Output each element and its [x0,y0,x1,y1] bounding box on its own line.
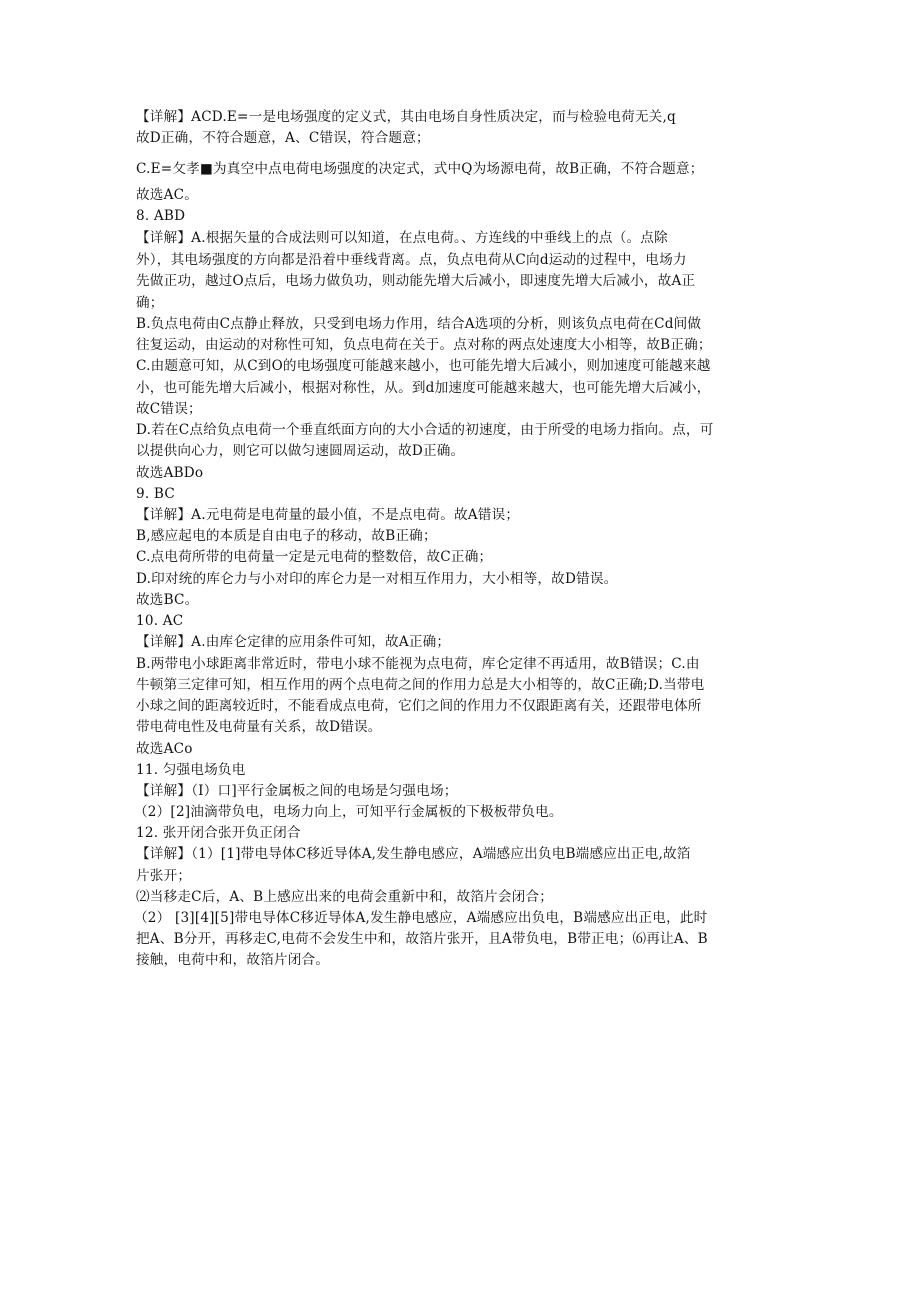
text-line: ⑵当移走C后，A、B上感应出来的电荷会重新中和，故箔片会闭合； [136,889,554,905]
text-line: D.印对统的库仑力与小对印的库仑力是一对相互作用力，大小相等，故D错误。 [136,571,618,587]
question-number: 12. 张开闭合张开负正闭合 [136,825,301,841]
text-line: 故选AC。 [136,187,198,203]
text-line: 往复运动，由运动的对称性可知，负点电荷在关于。点对称的两点处速度大小相等，故B正确； [136,337,712,353]
text-line: 带电荷电性及电荷量有关系，故D错误。 [136,719,382,735]
text-line: （2）[2]油滴带负电，电场力向上，可知平行金属板的下极板带负电。 [134,804,563,820]
text-line: 【详解】（I）口]平行金属板之间的电场是匀强电场； [136,783,458,799]
text-line: 故选BC。 [136,592,199,608]
text-line: 【详解】A.元电荷是电荷量的最小值，不是点电荷。故A错误； [136,507,520,523]
question-number: 10. AC [136,613,184,629]
text-line: 【详解】A.由库仑定律的应用条件可知，故A正确； [136,634,451,650]
question-number: 9. BC [136,486,175,502]
question-number: 11. 匀强电场负电 [136,762,246,778]
text-line: 先做正功，越过O点后，电场力做负功，则动能先增大后减小，即速度先增大后减小，故A正 [136,273,696,289]
text-line: 小球之间的距离较近时，不能看成点电荷，它们之间的作用力不仅跟距离有关，还跟带电体所 [136,698,702,714]
text-line: C.由题意可知，从C到O的电场强度可能越来越小，也可能先增大后减小，则加速度可能越来越 [136,358,711,374]
text-line: 故选ABDo [136,465,204,481]
text-line: 牛顿第三定律可知，相互作用的两个点电荷之间的作用力总是大小相等的，故C正确;D.当带电 [136,677,705,693]
text-line: 【详解】（1）[1]带电导体C移近导体A,发生静电感应，A端感应出负电B端感应出正电,故箔 [136,846,691,862]
text-line: D.若在C点给负点电荷一个垂直纸面方向的大小合适的初速度，由于所受的电场力指向。点，可 [136,422,714,438]
text-line: （2） [3][4][5]带电导体C移近导体A,发生静电感应，A端感应出负电，B端感应出正电，此时 [134,910,708,926]
text-line: 接触，电荷中和，故箔片闭合。 [136,952,330,968]
text-line: 小，也可能先增大后减小，根据对称性，从。到d加速度可能越来越大，也可能先增大后减小， [136,380,711,396]
text-line: B,感应起电的本质是自由电子的移动，故B正确； [136,528,437,544]
text-line: 确； [136,295,164,311]
text-line: 【详解】A.根据矢量的合成法则可以知道，在点电荷。、方连线的中垂线上的点（。点除 [136,230,668,246]
text-line: C.点电荷所带的电荷量一定是元电荷的整数倍，故C正确； [136,549,493,565]
question-number: 8. ABD [136,208,186,224]
text-line: 故D正确，不符合题意，A、C错误，符合题意； [136,130,430,146]
text-line: 以提供向心力，则它可以做匀速圆周运动，故D正确。 [136,443,465,459]
text-line: 【详解】ACD.E=一是电场强度的定义式，其由电场自身性质决定，而与检验电荷无关,q [136,109,676,125]
text-line: 外），其电场强度的方向都是沿着中垂线背离。点，负点电荷从C向d运动的过程中，电场力 [136,252,687,268]
text-line: B.负点电荷由C点静止释放，只受到电场力作用，结合A选项的分析，则该负点电荷在Cd间做 [136,316,702,332]
text-line: 故选ACo [136,741,193,757]
text-line: B.两带电小球距离非常近时，带电小球不能视为点电荷，库仑定律不再适用，故B错误；C.由 [136,656,700,672]
text-line: 片张开； [136,868,192,884]
text-line: C.E=攵孝■为真空中点电荷电场强度的决定式，式中Q为场源电荷，故B正确，不符合题意； [136,161,704,177]
text-line: 把A、B分开，再移走C,电荷不会发生中和，故箔片张开，且A带负电，B带正电；⑹再让A、B [136,931,708,947]
text-line: 故C错误； [136,401,202,417]
